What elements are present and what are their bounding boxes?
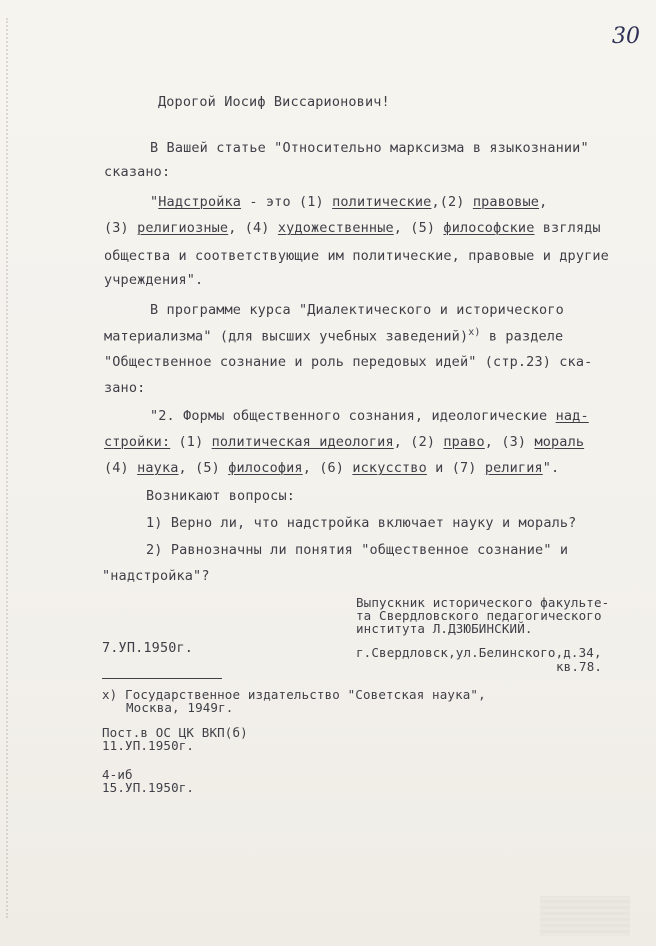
received-stamp-line1: Пост.в ОС ЦК ВКП(б): [102, 725, 248, 740]
question-2-cont: "надстройка"?: [102, 568, 210, 584]
quote1-line2: (3) религиозные, (4) художественные, (5) философские взгляды: [104, 220, 601, 236]
letter-date: 7.УП.1950г.: [102, 640, 194, 656]
address-line2: кв.78.: [556, 659, 603, 674]
footnote-line2: Москва, 1949г.: [126, 700, 234, 715]
para1-line1: В Вашей статье "Относительно марксизма в языкознании": [150, 140, 589, 156]
page-number: 30: [612, 24, 640, 49]
para2-line3: "Общественное сознание и роль передовых идей" (стр.23) ска-: [104, 354, 593, 370]
received-stamp-line2: 11.УП.1950г.: [102, 738, 195, 753]
para2-line4: зано:: [104, 380, 146, 396]
registry-line1: 4-иб: [102, 767, 133, 782]
questions-intro: Возникают вопросы:: [146, 488, 295, 504]
para2-line1: В программе курса "Диалектического и исторического: [150, 302, 564, 318]
greeting: Дорогой Иосиф Виссарионович!: [158, 94, 390, 110]
para1-line2: сказано:: [104, 164, 171, 180]
para2-line2: материализма" (для высших учебных заведений)$^{x)}$ в разделе: [104, 327, 564, 345]
quote2-line2: стройки: (1) политическая идеология, (2) право, (3) мораль: [104, 434, 585, 450]
footnote-marker: x): [468, 327, 481, 338]
address-line1: г.Свердловск,ул.Белинского,д.34,: [356, 645, 602, 660]
question-1: 1) Верно ли, что надстройка включает науку и мораль?: [146, 515, 577, 531]
punch-holes: [6, 18, 12, 918]
signature-line2: та Свердловского педагогического: [356, 608, 602, 623]
quote1-line4: учреждения".: [104, 272, 204, 288]
question-2: 2) Равнозначны ли понятия "общественное сознание" и: [146, 542, 569, 558]
quote2-line3: (4) наука, (5) философия, (6) искусство и (7) религия".: [104, 460, 560, 476]
quote1-line3: общества и соответствующие им политические, правовые и другие: [104, 248, 609, 264]
signature-line3: института Л.ДЗЮБИНСКИЙ.: [356, 621, 533, 636]
signature-line1: Выпускник исторического факульте-: [356, 595, 610, 610]
faded-archive-stamp: [540, 896, 630, 936]
quote1-line1: "Надстройка - это (1) политические,(2) правовые,: [150, 194, 548, 210]
registry-line2: 15.УП.1950г.: [102, 780, 195, 795]
quote2-line1: "2. Формы общественного сознания, идеологические над-: [150, 408, 589, 424]
footnote-rule: [102, 678, 222, 679]
footnote-line1: x) Государственное издательство "Советская наука",: [102, 687, 486, 702]
